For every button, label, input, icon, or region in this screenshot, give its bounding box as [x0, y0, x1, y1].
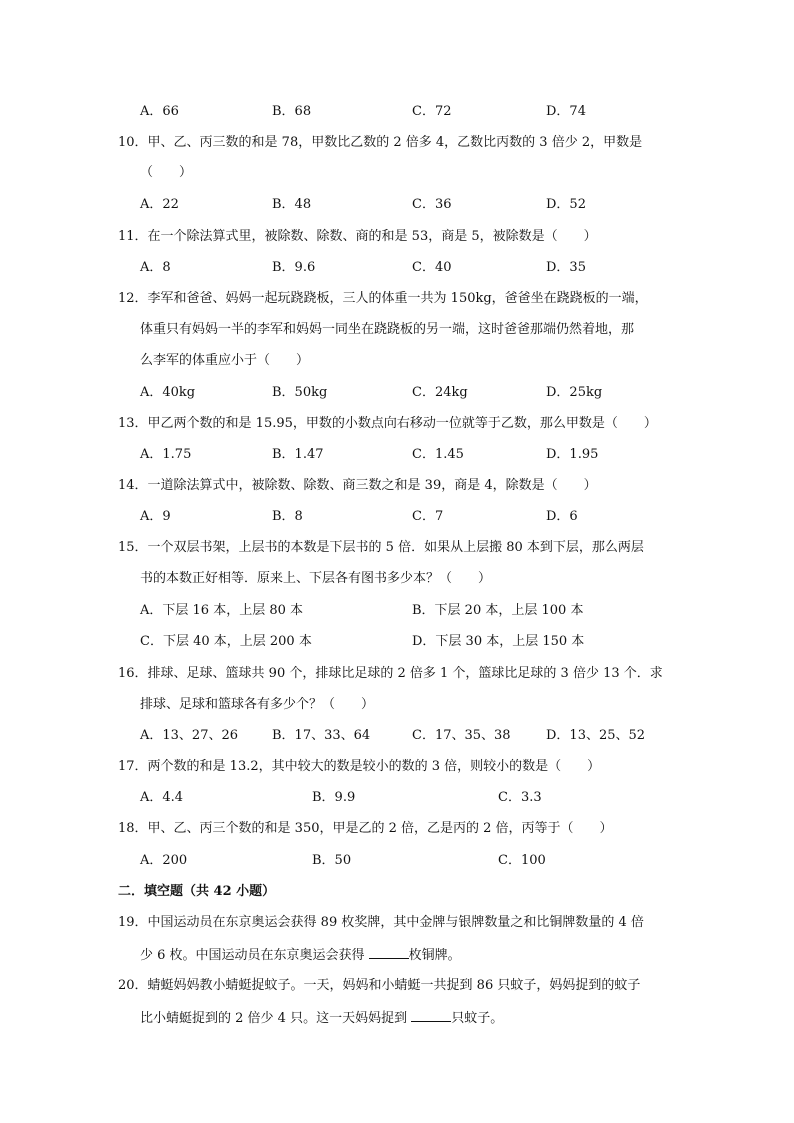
q10-option-c[interactable]: C．36	[412, 197, 452, 212]
q12-option-c[interactable]: C．24kg	[412, 385, 468, 400]
q13-option-b[interactable]: B．1.47	[272, 447, 324, 462]
q15-text-line1: 15．一个双层书架，上层书的本数是下层书的 5 倍．如果从上层搬 80 本到下层，那么两层	[118, 540, 644, 555]
q17-option-a[interactable]: A．4.4	[140, 790, 184, 805]
q10-option-b[interactable]: B．48	[272, 197, 312, 212]
q11-option-c[interactable]: C．40	[412, 260, 452, 275]
section-title-fill-in: 二．填空题（共 42 小题）	[118, 884, 276, 899]
q16-option-b[interactable]: B．17、33、64	[272, 728, 371, 743]
q12-text-line2: 体重只有妈妈一半的李军和妈妈一同坐在跷跷板的另一端，这时爸爸那端仍然着地，那	[140, 322, 635, 337]
q12-text-line1: 12．李军和爸爸、妈妈一起玩跷跷板，三人的体重一共为 150kg，爸爸坐在跷跷板的一端，	[118, 291, 648, 306]
q17-option-c[interactable]: C．3.3	[498, 790, 542, 805]
q11-option-d[interactable]: D．35	[546, 260, 586, 275]
q12-text-line3: 么李军的体重应小于（ ）	[140, 353, 310, 368]
q20-text-line2	[140, 1008, 503, 1028]
q14-option-c[interactable]: C．7	[412, 509, 444, 524]
q16-text-line1: 16．排球、足球、篮球共 90 个，排球比足球的 2 倍多 1 个，篮球比足球的 3 倍少 13 个．求	[118, 666, 663, 681]
q15-option-b[interactable]: B．下层 20 本，上层 100 本	[412, 603, 584, 618]
q15-option-c[interactable]: C．下层 40 本，上层 200 本	[140, 634, 312, 649]
q19-text-line2	[140, 945, 461, 965]
q13-text: 13．甲乙两个数的和是 15.95，甲数的小数点向右移动一位就等于乙数，那么甲数是（ ）	[118, 416, 657, 431]
q13-option-d[interactable]: D．1.95	[546, 447, 599, 462]
q18-option-a[interactable]: A．200	[140, 853, 188, 868]
q18-text: 18．甲、乙、丙三个数的和是 350，甲是乙的 2 倍，乙是丙的 2 倍，丙等于（ ）	[118, 821, 613, 836]
q12-option-d[interactable]: D．25kg	[546, 385, 603, 400]
q20-answer-blank[interactable]	[411, 1008, 451, 1022]
q9-option-d[interactable]: D．74	[546, 104, 586, 119]
q19-text-line1: 19．中国运动员在东京奥运会获得 89 枚奖牌，其中金牌与银牌数量之和比铜牌数量的 4 倍	[118, 915, 644, 930]
q12-option-b[interactable]: B．50kg	[272, 385, 328, 400]
q19-text-after-blank: 枚铜牌。	[408, 948, 461, 963]
q15-option-a[interactable]: A．下层 16 本，上层 80 本	[140, 603, 304, 618]
q14-text: 14．一道除法算式中，被除数、除数、商三数之和是 39，商是 4，除数是（ ）	[118, 478, 597, 493]
q20-text-line1: 20．蜻蜓妈妈教小蜻蜓捉蚊子。一天，妈妈和小蜻蜓一共捉到 86 只蚊子，妈妈捉到的蚊子	[118, 978, 641, 993]
q20-text-after-blank: 只蚊子。	[451, 1011, 504, 1026]
q19-answer-blank[interactable]	[369, 945, 409, 959]
q13-option-c[interactable]: C．1.45	[412, 447, 464, 462]
q10-text-line2: （ ）	[140, 165, 193, 180]
q17-option-b[interactable]: B．9.9	[312, 790, 356, 805]
q14-option-d[interactable]: D．6	[546, 509, 578, 524]
q12-option-a[interactable]: A．40kg	[140, 385, 196, 400]
q11-option-a[interactable]: A．8	[140, 260, 171, 275]
q19-text-before-blank: 少 6 枚。中国运动员在东京奥运会获得	[140, 948, 369, 963]
q18-option-c[interactable]: C．100	[498, 853, 546, 868]
q16-option-a[interactable]: A．13、27、26	[140, 728, 239, 743]
q11-option-b[interactable]: B．9.6	[272, 260, 316, 275]
q16-text-line2: 排球、足球和篮球各有多少个？（ ）	[140, 697, 375, 712]
q14-option-a[interactable]: A．9	[140, 509, 171, 524]
q13-option-a[interactable]: A．1.75	[140, 447, 192, 462]
q16-option-d[interactable]: D．13、25、52	[546, 728, 646, 743]
q9-option-a[interactable]: A．66	[140, 104, 179, 119]
q10-option-d[interactable]: D．52	[546, 197, 586, 212]
q11-text: 11．在一个除法算式里，被除数、除数、商的和是 53，商是 5，被除数是（ ）	[118, 229, 597, 244]
q15-option-d[interactable]: D．下层 30 本，上层 150 本	[412, 634, 585, 649]
q10-option-a[interactable]: A．22	[140, 197, 179, 212]
q20-text-before-blank: 比小蜻蜓捉到的 2 倍少 4 只。这一天妈妈捉到	[140, 1011, 412, 1026]
q17-text: 17．两个数的和是 13.2，其中较大的数是较小的数的 3 倍，则较小的数是（ ）	[118, 759, 601, 774]
q18-option-b[interactable]: B．50	[312, 853, 352, 868]
q10-text-line1: 10．甲、乙、丙三数的和是 78，甲数比乙数的 2 倍多 4，乙数比丙数的 3 倍少 2，甲数是	[118, 135, 643, 150]
q9-option-b[interactable]: B．68	[272, 104, 312, 119]
q14-option-b[interactable]: B．8	[272, 509, 303, 524]
q9-option-c[interactable]: C．72	[412, 104, 452, 119]
q16-option-c[interactable]: C．17、35、38	[412, 728, 511, 743]
q15-text-line2: 书的本数正好相等．原来上、下层各有图书多少本？（ ）	[140, 571, 492, 586]
